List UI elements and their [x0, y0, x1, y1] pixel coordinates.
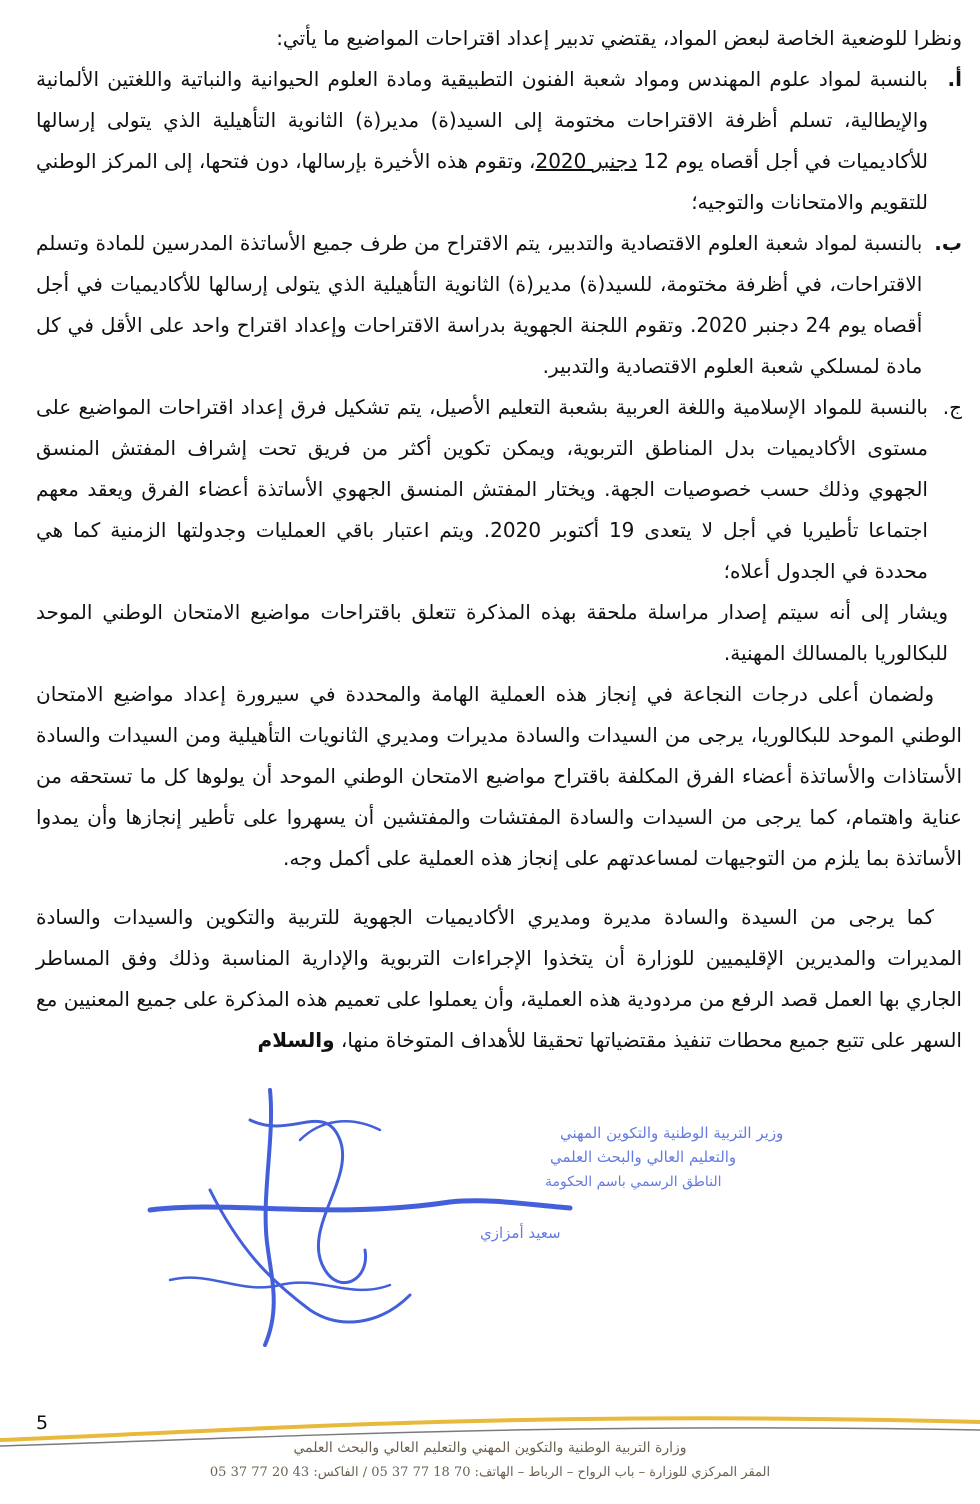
list-item-c — [36, 387, 962, 592]
item-marker: ج. — [942, 395, 962, 419]
signature-stroke — [150, 1201, 570, 1210]
stamp-line-3: الناطق الرسمي باسم الحكومة — [545, 1174, 722, 1190]
document-body — [36, 18, 962, 1079]
item-marker: أ. — [947, 67, 962, 91]
closing-salutation: والسلام — [257, 1028, 335, 1052]
stamp-name: سعيد أمزازي — [480, 1224, 561, 1242]
stamp-line-2: والتعليم العالي والبحث العلمي — [550, 1148, 737, 1166]
list-item-a — [36, 59, 962, 223]
paragraph-directors — [36, 897, 962, 1061]
item-text: بالنسبة للمواد الإسلامية واللغة العربية بشعبة التعليم الأصيل، يتم تشكيل فرق إعداد اقتراحات المواضيع على مستوى الأكاديميات بدل المناطق التربوية، ويمكن تكوين أكثر من فريق تحت إشراف المفتش المنسق الجهوي وذلك حسب خصوصيات الجهة. ويختار المفتش المنسق الجهوي الأساتذة أعضاء الفرق ويعقد معهم اجتماعا تأطيريا في أجل لا يتعدى 19 أكتوبر 2020. ويتم اعتبار باقي العمليات وجدولتها الزمنية كما هي محددة في الجدول أعلاه؛ — [36, 395, 928, 583]
note-paragraph: ويشار إلى أنه سيتم إصدار مراسلة ملحقة بهذه المذكرة تتعلق باقتراحات مواضيع الامتحان الوطني الموحد للبكالوريا بالمسالك المهنية. — [36, 600, 948, 665]
stamp-line-1: وزير التربية الوطنية والتكوين المهني — [560, 1124, 784, 1142]
item-text-lead: بالنسبة لمواد علوم المهندس ومواد شعبة الفنون التطبيقية ومادة العلوم الحيوانية والنباتية واللغتين الألمانية والإيطالية، تسلم أظرفة الاقتراحات مختومة إلى السيد(ة) مدير(ة) الثانوية التأهيلية الذي يتولى إرسالها للأكاديميات في أجل أقصاه يوم 12 — [36, 67, 929, 173]
signature-stamp — [150, 1080, 784, 1360]
paragraph-directors-text: كما يرجى من السيدة والسادة مديرة ومديري الأكاديميات الجهوية للتربية والتكوين والسيدات والسادة المديرات والمديرين الإقليميين للوزارة أن يتخذوا الإجراءات التربوية والإدارية المناسبة وذلك وفق المساطر الجاري بها العمل قصد الرفع من مردودية هذه العملية، وأن يعملوا على تعميم هذه المذكرة على جميع المعنيين مع السهر على تتبع جميع محطات تنفيذ مقتضياتها تحقيقا للأهداف المتوخاة منها، — [36, 905, 962, 1052]
item-marker: ب. — [934, 231, 962, 255]
signature-stroke — [265, 1090, 274, 1345]
page-number: 5 — [36, 1412, 49, 1434]
item-text: بالنسبة لمواد شعبة العلوم الاقتصادية والتدبير، يتم الاقتراح من طرف جميع الأساتذة المدرسين للمادة وتسلم الاقتراحات، في أظرفة مختومة، للسيد(ة) مدير(ة) الثانوية التأهيلية الذي يتولى إرسالها للأكاديميات في أجل أقصاه يوم 24 دجنبر 2020. وتقوم اللجنة الجهوية بدراسة الاقتراحات وإعداد اقتراح واحد على الأقل في كل مادة لمسلكي شعبة العلوم الاقتصادية والتدبير. — [36, 231, 923, 378]
underlined-date: دجنبر 2020 — [535, 149, 638, 173]
footer — [0, 1436, 980, 1486]
paragraph-effectiveness: ولضمان أعلى درجات النجاعة في إنجاز هذه العملية الهامة والمحددة في سيرورة إعداد مواضيع الامتحان الوطني الموحد للبكالوريا، يرجى من السيدات والسادة مديرات ومديري الثانويات التأهيلية ومن السيدات والسادة الأستاذات والأساتذة أعضاء الفرق المكلفة باقتراح مواضيع الامتحان الوطني الموحد أن يولوها كل ما تستحقه من عناية واهتمام، كما يرجى من السيدات والسادة المفتشات والمفتشين أن يسهروا على تأطير إنجازها وأن يمدوا الأساتذة بما يلزم من التوجيهات لمساعدتهم على إنجاز هذه العملية على أكمل وجه. — [36, 682, 962, 870]
intro-line: ونظرا للوضعية الخاصة لبعض المواد، يقتضي تدبير إعداد اقتراحات المواضيع ما يأتي: — [276, 26, 962, 50]
list-item-b — [36, 223, 962, 387]
footer-ministry: وزارة التربية الوطنية والتكوين المهني والتعليم العالي والبحث العلمي — [293, 1440, 687, 1456]
item-text-tail: ، وتقوم هذه الأخيرة بإرسالها، دون فتحها، إلى المركز الوطني للتقويم والامتحانات والتوجيه؛ — [36, 149, 928, 214]
footer-address: المقر المركزي للوزارة – باب الرواح – الرباط – الهاتف: 70 18 77 37 05 / الفاكس: 43 20 77 37 05 — [209, 1465, 771, 1480]
item-text — [36, 59, 928, 223]
